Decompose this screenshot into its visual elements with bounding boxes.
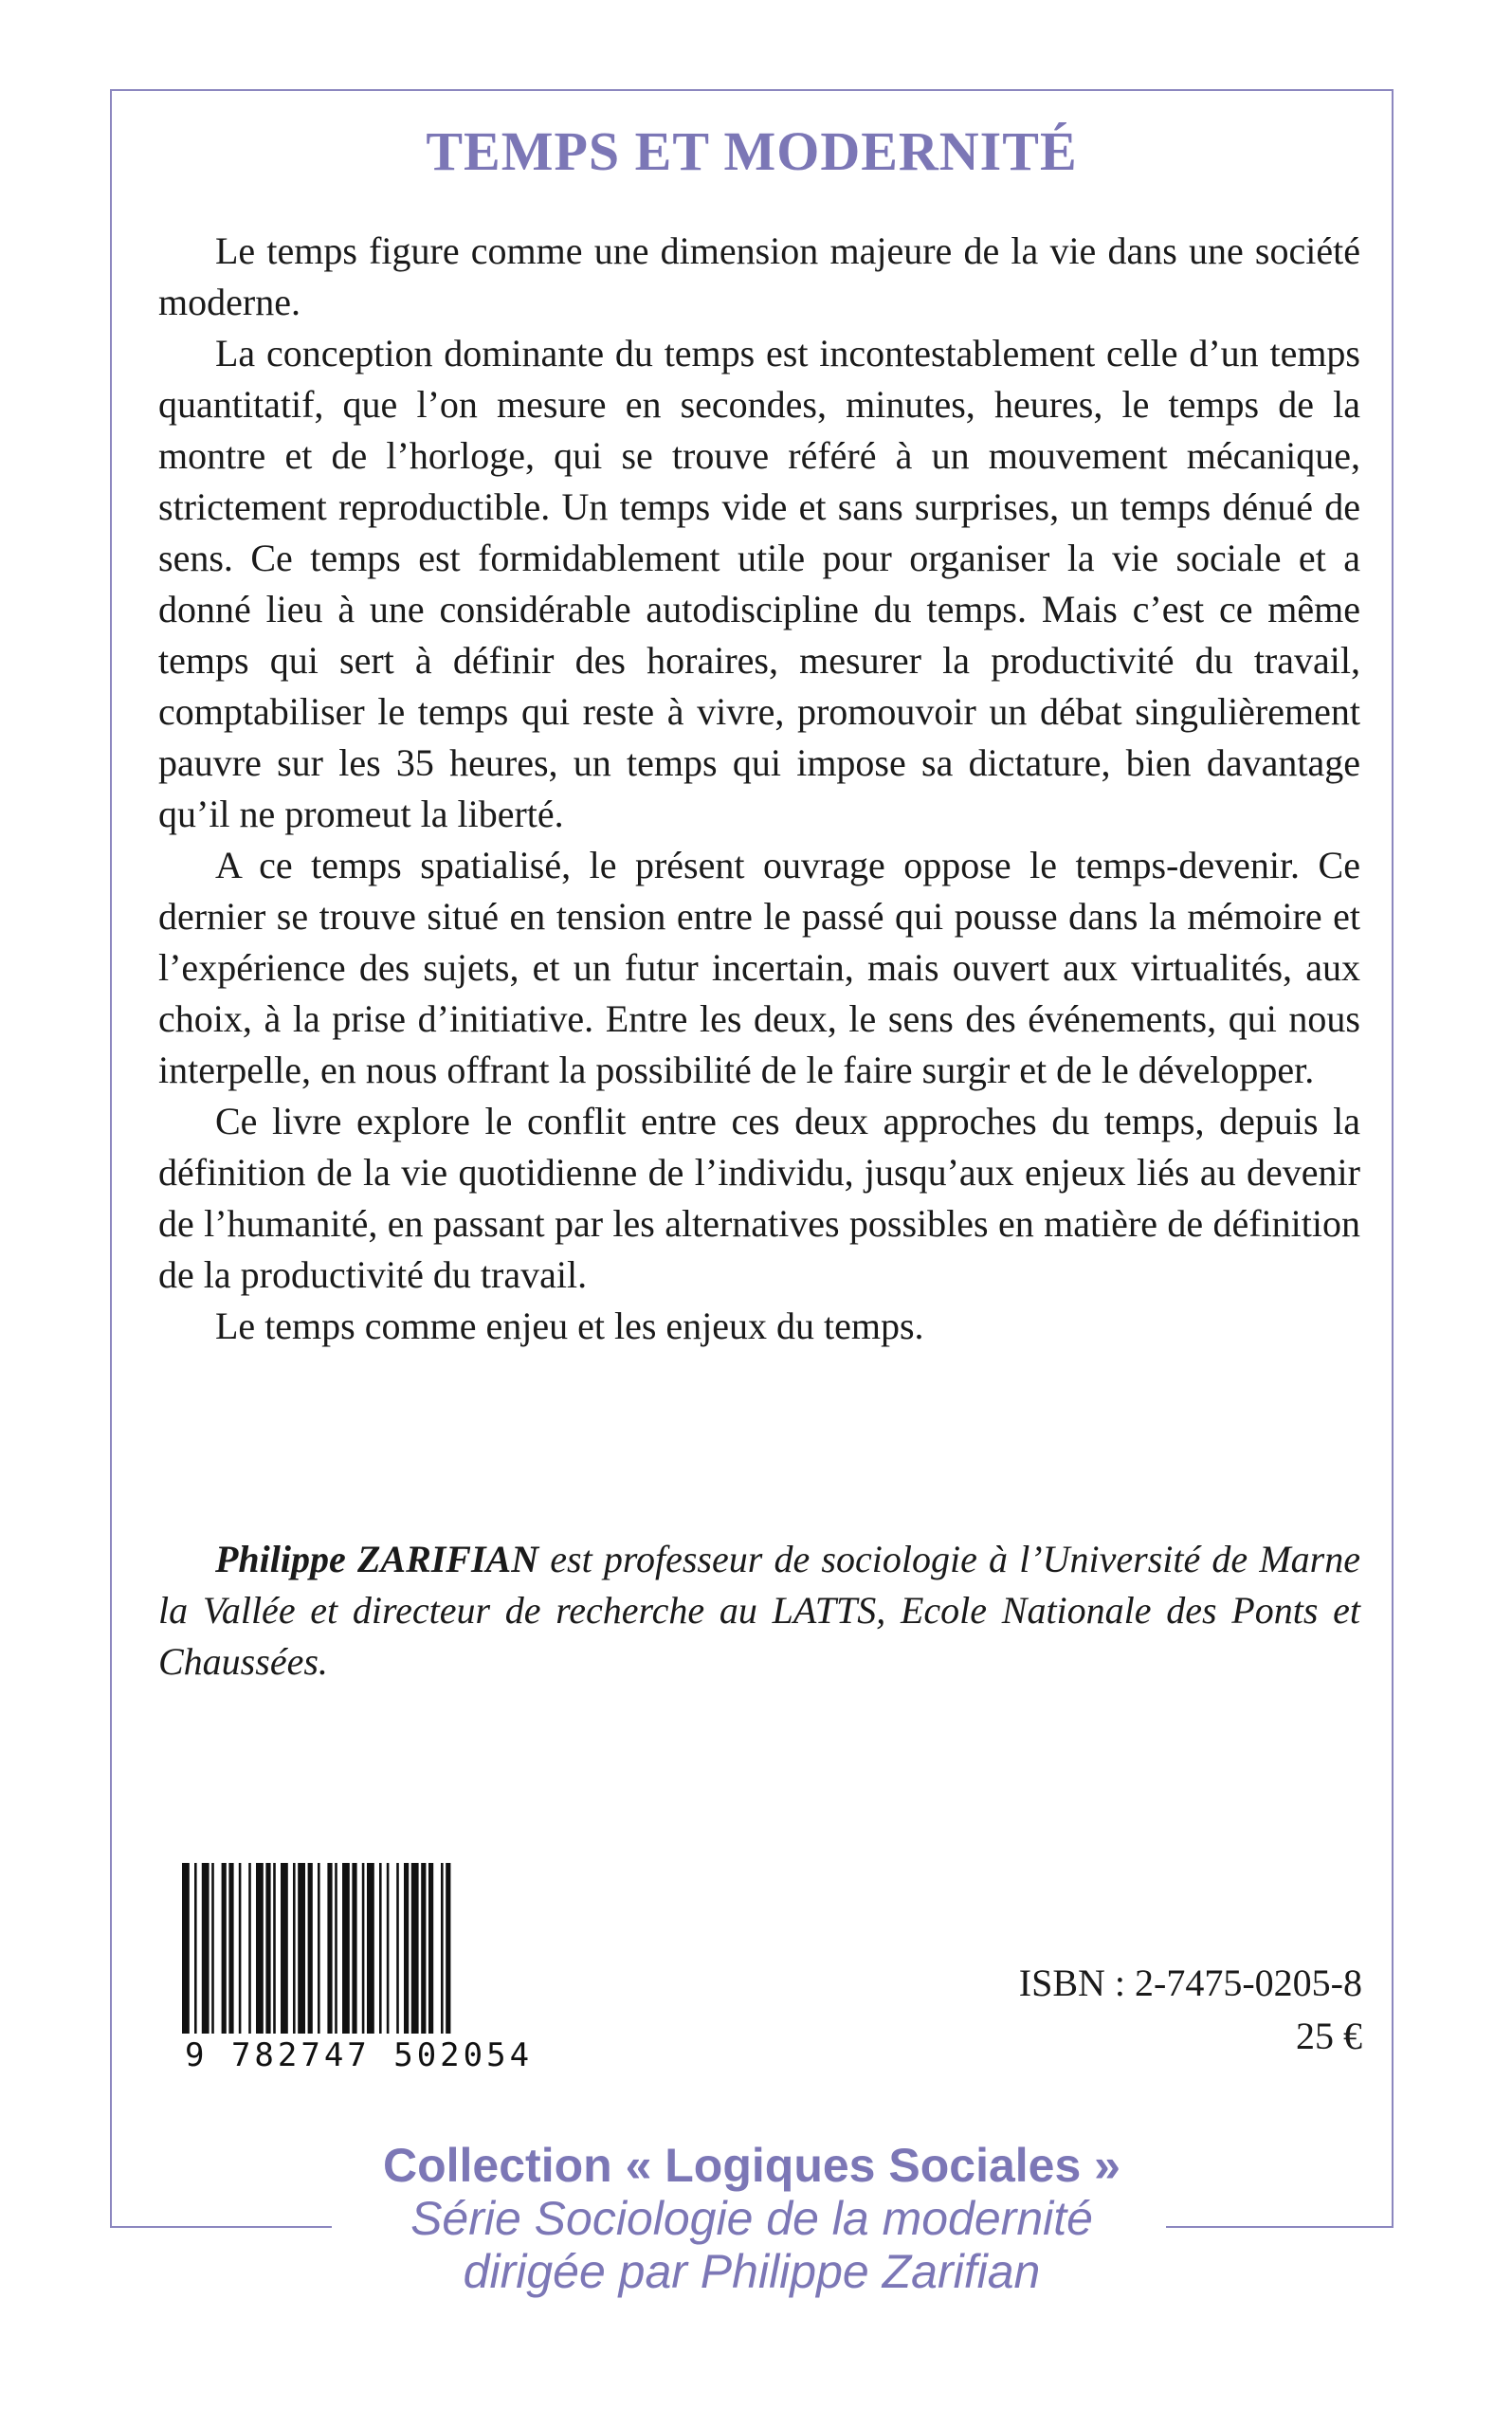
author-bio	[158, 1534, 1360, 1688]
barcode-bar	[428, 1863, 433, 2034]
barcode-bar	[202, 1863, 209, 2034]
author-bio-text: est professeur de sociologie à l’Université de Marne la Vallée et directeur de recherche au LATTS, Ecole Nationale des Ponts et Chaussées.	[158, 1538, 1360, 1683]
barcode-bar	[211, 1863, 214, 2034]
barcode-bar	[396, 1863, 399, 2034]
author-name: Philippe ZARIFIAN	[215, 1538, 539, 1580]
collection-title: Collection « Logiques Sociales »	[383, 2139, 1120, 2192]
barcode-digits: 9 782747 502054	[185, 2036, 534, 2074]
price: 25 €	[1296, 2015, 1362, 2057]
barcode-bar	[352, 1863, 356, 2034]
barcode-bar	[228, 1863, 233, 2034]
blurb-paragraph: Le temps comme enjeu et les enjeux du temps.	[215, 1305, 924, 1347]
barcode-bar	[194, 1863, 197, 2034]
barcode-bar	[404, 1863, 409, 2034]
blurb-paragraph: Ce livre explore le conflit entre ces deux approches du temps, depuis la définition de la vie quotidienne de l’individu, jusqu’aux enjeux liés au devenir de l’humanité, en passant par les alternatives possibles en matière de définition de la productivité du travail.	[158, 1100, 1360, 1296]
barcode-bar	[281, 1863, 288, 2034]
barcode-bar	[421, 1863, 426, 2034]
barcode-bar	[182, 1863, 190, 2034]
barcode-bar	[411, 1863, 419, 2034]
blurb-paragraph: A ce temps spatialisé, le présent ouvrage oppose le temps-devenir. Ce dernier se trouve situé en tension entre le passé qui pousse dans la mémoire et l’expérience des sujets, et un futur incertain, mais ouvert aux virtualités, aux choix, à la prise d’initiative. Entre les deux, le sens des événements, qui nous interpelle, en nous offrant la possibilité de le faire surgir et de le développer.	[158, 844, 1360, 1091]
barcode-bar	[248, 1863, 251, 2034]
barcode-bar	[273, 1863, 276, 2034]
barcode-bar	[379, 1863, 382, 2034]
barcode-bar	[256, 1863, 264, 2034]
barcode-bar	[335, 1863, 337, 2034]
barcode-bar	[342, 1863, 350, 2034]
barcode-bar	[367, 1863, 374, 2034]
isbn: ISBN : 2-7475-0205-8	[1018, 1962, 1362, 2004]
blurb	[158, 226, 1360, 1352]
blurb-paragraph: La conception dominante du temps est incontestablement celle d’un temps quantitatif, que l’on mesure en secondes, minutes, heures, le temps de la montre et de l’horloge, qui se trouve référé à un mouvement mécanique, strictement reproductible. Un temps vide et sans surprises, un temps dénué de sens. Ce temps est formidablement utile pour organiser la vie sociale et a donné lieu à une considérable autodiscipline du temps. Mais c’est ce même temps qui sert à définir des horaires, mesurer la productivité du travail, comptabiliser le temps qui reste à vivre, promouvoir un débat singulièrement pauvre sur les 35 heures, un temps qui impose sa dictature, bien davantage qu’il ne promeut la liberté.	[158, 332, 1360, 835]
barcode-bar	[239, 1863, 242, 2034]
barcode-bar	[222, 1863, 227, 2034]
barcode-bar	[441, 1863, 444, 2034]
series-title: Série Sociologie de la modernité	[410, 2192, 1093, 2245]
barcode-bar	[298, 1863, 305, 2034]
barcode-bar	[446, 1863, 450, 2034]
blurb-paragraph: Le temps figure comme une dimension majeure de la vie dans une société moderne.	[158, 229, 1360, 323]
barcode-bar	[362, 1863, 365, 2034]
barcode	[180, 1863, 552, 2043]
book-title: TEMPS ET MODERNITÉ	[426, 120, 1078, 182]
barcode-bar	[308, 1863, 313, 2034]
barcode-bar	[265, 1863, 270, 2034]
collection-info	[110, 2139, 1394, 2298]
barcode-bar	[318, 1863, 320, 2034]
barcode-bar	[293, 1863, 296, 2034]
isbn-block	[1019, 1957, 1362, 2063]
barcode-bar	[387, 1863, 390, 2034]
series-director: dirigée par Philippe Zarifian	[463, 2245, 1041, 2298]
barcode-bar	[327, 1863, 332, 2034]
